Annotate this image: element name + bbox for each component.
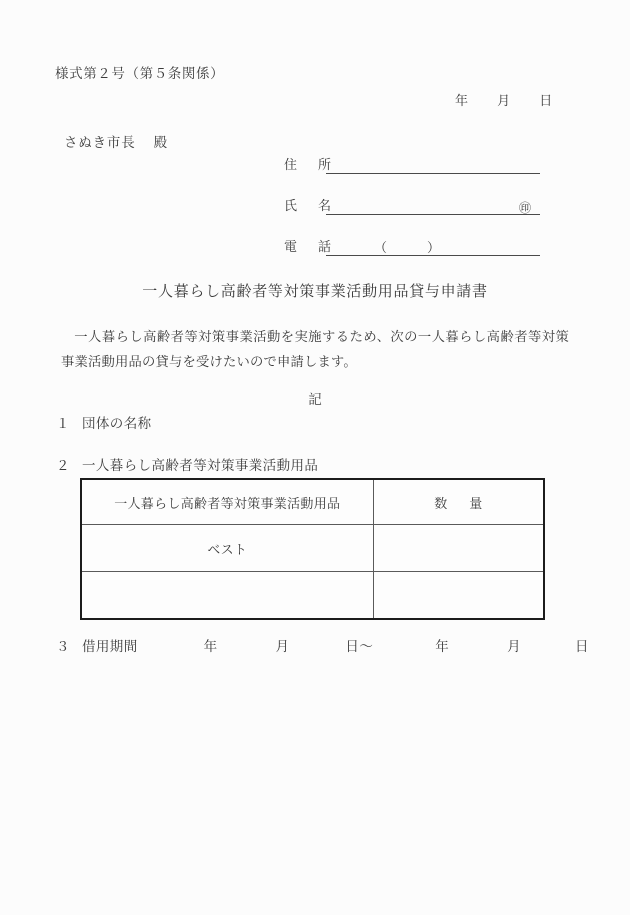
addressee-line (64, 131, 168, 151)
borrowing-period-fields (138, 635, 589, 655)
date-line (455, 90, 552, 109)
seal-stamp-icon: ㊞ (518, 201, 531, 215)
applicant-address-label: 住 所 (284, 158, 336, 173)
addressee-honorific: 殿 (153, 135, 168, 151)
applicant-info-block (284, 152, 540, 275)
addressee-recipient: さぬき市長 (64, 135, 136, 151)
table-cell-quantity[interactable] (373, 525, 544, 572)
applicant-address-row (284, 152, 540, 174)
applicant-name-row (284, 193, 540, 215)
table-header-quantity (373, 479, 544, 525)
table-header-item: 一人暮らし高齢者等対策事業活動用品 (81, 479, 373, 525)
applicant-name-label: 氏 名 (284, 199, 336, 214)
period-range-mark: 〜 (359, 639, 374, 655)
item-2-goods-heading (56, 454, 318, 474)
date-year-label: 年 (455, 94, 469, 109)
form-number: 様式第２号（第５条関係） (55, 66, 225, 82)
period-end-month: 月 (507, 639, 522, 655)
table-row (81, 572, 544, 620)
paren-close: ） (427, 241, 441, 256)
applicant-phone-row (284, 234, 540, 256)
table-header-row (81, 479, 544, 525)
applicant-phone-input[interactable] (326, 238, 540, 256)
date-month-label: 月 (497, 94, 511, 109)
item-1-label: 団体の名称 (82, 416, 152, 432)
phone-area-code-parens (374, 242, 440, 255)
quantity-header-second: 量 (469, 496, 483, 512)
item-3-label: 借用期間 (82, 639, 138, 655)
paren-open: （ (374, 241, 388, 256)
applicant-name-input[interactable] (326, 197, 540, 215)
item-1-number: １ (56, 416, 70, 432)
item-2-label: 一人暮らし高齢者等対策事業活動用品 (82, 458, 319, 474)
item-3-borrowing-period (56, 635, 589, 655)
applicant-phone-label: 電 話 (284, 240, 336, 255)
goods-table (80, 478, 545, 620)
page-title: 一人暮らし高齢者等対策事業活動用品貸与申請書 (142, 282, 488, 300)
item-1-organization-name (56, 412, 152, 432)
applicant-address-input[interactable] (326, 156, 540, 174)
item-2-number: ２ (56, 458, 70, 474)
ki-marker: 記 (308, 392, 322, 408)
quantity-header-first: 数 (434, 496, 448, 512)
date-day-label: 日 (539, 94, 553, 109)
item-3-number: ３ (56, 639, 70, 655)
table-cell-item[interactable] (81, 572, 373, 620)
table-cell-item[interactable]: ベスト (81, 525, 373, 572)
period-end-year: 年 (435, 639, 450, 655)
body-paragraph: 一人暮らし高齢者等対策事業活動を実施するため、次の一人暮らし高齢者等対策事業活動用品の貸与を受けたいので申請します。 (61, 330, 569, 370)
table-row (81, 525, 544, 572)
period-start-year: 年 (203, 639, 218, 655)
period-end-day: 日 (575, 639, 589, 655)
period-start-month: 月 (275, 639, 290, 655)
period-start-day: 日 (345, 639, 360, 655)
table-cell-quantity[interactable] (373, 572, 544, 620)
